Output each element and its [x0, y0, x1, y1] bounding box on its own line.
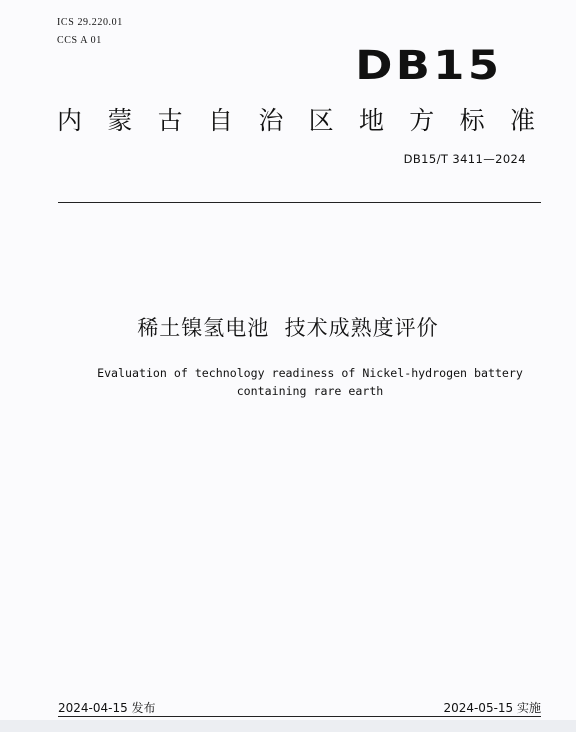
- title-en-line: containing rare earth: [236, 384, 384, 398]
- implement-date: 2024-05-15 实施: [443, 701, 541, 715]
- title-char: 准: [509, 106, 535, 135]
- title-char: 古: [157, 106, 183, 135]
- document-title-en: [40, 364, 576, 400]
- standard-category-title: [57, 104, 535, 138]
- title-char: 蒙: [107, 106, 133, 135]
- db15-logo: DB15: [354, 43, 502, 89]
- publish-date: 2024-04-15 发布: [58, 701, 156, 715]
- title-char: 内: [57, 106, 83, 135]
- ics-code: ICS 29.220.01: [57, 17, 123, 28]
- title-char: 方: [409, 106, 435, 135]
- viewer-footer-strip: [0, 720, 576, 732]
- title-char: 地: [358, 106, 384, 135]
- title-char: 治: [258, 106, 284, 135]
- title-char: 自: [207, 106, 233, 135]
- top-divider: [58, 202, 541, 203]
- title-en-line: Evaluation of technology readiness of Nickel-hydrogen battery: [97, 366, 523, 380]
- title-char: 标: [459, 106, 485, 135]
- standard-number: DB15/T 3411—2024: [403, 152, 526, 166]
- ccs-code: CCS A 01: [57, 35, 102, 46]
- title-char: 区: [308, 106, 334, 135]
- bottom-divider: [58, 716, 541, 717]
- document-title-cn: 稀土镍氢电池 技术成熟度评价: [137, 316, 439, 340]
